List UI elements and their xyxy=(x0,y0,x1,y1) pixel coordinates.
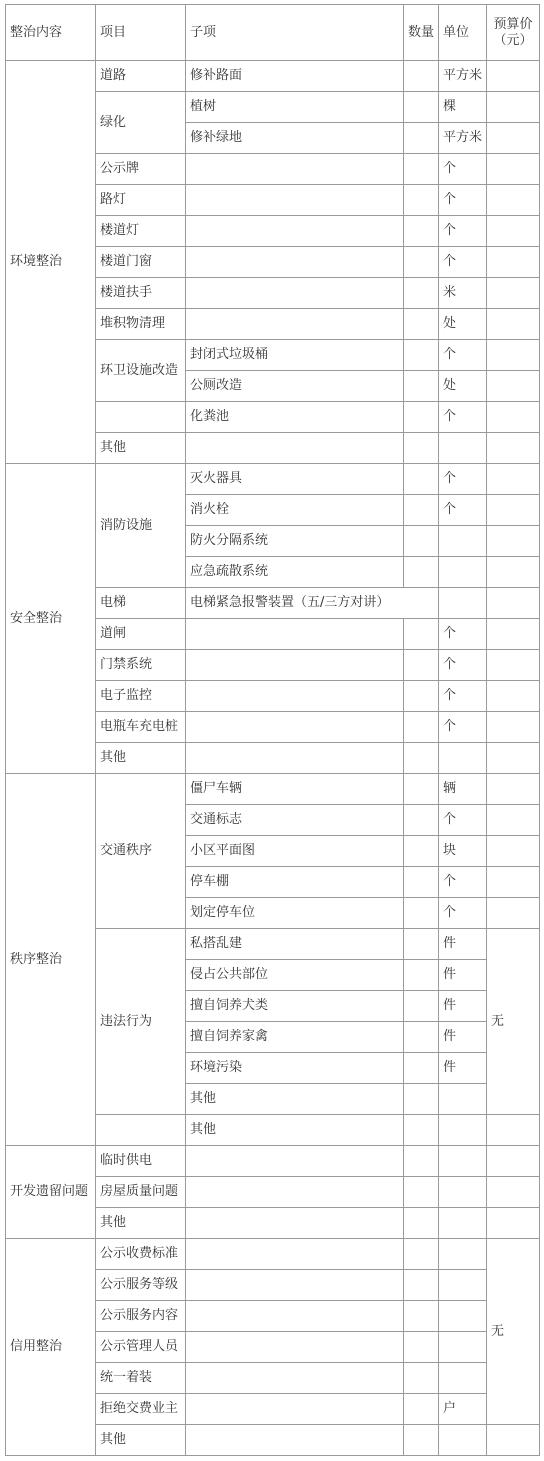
qty-cell xyxy=(404,557,439,588)
subitem-cell: 环境污染 xyxy=(186,1053,404,1084)
subitem-cell xyxy=(186,1394,404,1425)
subitem-cell: 应急疏散系统 xyxy=(186,557,404,588)
unit-cell xyxy=(439,557,487,588)
item-cell: 公示管理人员 xyxy=(96,1332,186,1363)
qty-cell xyxy=(404,1177,439,1208)
price-cell xyxy=(487,495,540,526)
subitem-cell: 擅自饲养犬类 xyxy=(186,991,404,1022)
unit-cell xyxy=(439,1270,487,1301)
subitem-cell xyxy=(186,1425,404,1456)
qty-cell xyxy=(404,1301,439,1332)
item-cell: 公示服务内容 xyxy=(96,1301,186,1332)
price-cell xyxy=(487,681,540,712)
price-cell xyxy=(487,1208,540,1239)
item-cell: 路灯 xyxy=(96,185,186,216)
section-name: 安全整治 xyxy=(6,464,96,774)
item-cell: 交通秩序 xyxy=(96,774,186,929)
qty-cell xyxy=(404,1239,439,1270)
qty-cell xyxy=(404,402,439,433)
price-cell xyxy=(487,464,540,495)
subitem-cell: 公厕改造 xyxy=(186,371,404,402)
item-cell: 电梯 xyxy=(96,588,186,619)
subitem-cell: 其他 xyxy=(186,1084,404,1115)
unit-cell xyxy=(439,1177,487,1208)
section-name: 秩序整治 xyxy=(6,774,96,1146)
price-cell xyxy=(487,433,540,464)
subitem-cell: 其他 xyxy=(186,1115,404,1146)
price-cell xyxy=(487,1146,540,1177)
item-cell: 公示牌 xyxy=(96,154,186,185)
header-qty: 数量 xyxy=(404,5,439,61)
price-cell xyxy=(487,1425,540,1456)
qty-cell xyxy=(404,960,439,991)
subitem-cell xyxy=(186,216,404,247)
subitem-cell: 修补路面 xyxy=(186,61,404,92)
unit-cell xyxy=(439,1332,487,1363)
unit-cell: 个 xyxy=(439,898,487,929)
price-note: 无 xyxy=(487,1239,540,1425)
item-cell: 违法行为 xyxy=(96,929,186,1115)
subitem-cell: 僵尸车辆 xyxy=(186,774,404,805)
subitem-cell xyxy=(186,1208,404,1239)
header-row xyxy=(6,5,540,61)
price-cell xyxy=(487,247,540,278)
qty-cell xyxy=(404,1115,439,1146)
subitem-cell: 消火栓 xyxy=(186,495,404,526)
subitem-cell xyxy=(186,743,404,774)
header-subitem: 子项 xyxy=(186,5,404,61)
section-name: 环境整治 xyxy=(6,61,96,464)
qty-cell xyxy=(404,1425,439,1456)
item-cell: 堆积物清理 xyxy=(96,309,186,340)
subitem-cell xyxy=(186,681,404,712)
qty-cell xyxy=(404,278,439,309)
unit-cell: 个 xyxy=(439,464,487,495)
qty-cell xyxy=(404,309,439,340)
unit-cell: 平方米 xyxy=(439,61,487,92)
header-price xyxy=(487,5,540,61)
qty-cell xyxy=(404,650,439,681)
unit-cell: 件 xyxy=(439,991,487,1022)
qty-cell xyxy=(404,1053,439,1084)
unit-cell: 个 xyxy=(439,867,487,898)
unit-cell: 件 xyxy=(439,929,487,960)
qty-cell xyxy=(404,526,439,557)
unit-cell: 个 xyxy=(439,185,487,216)
unit-cell xyxy=(439,743,487,774)
unit-cell xyxy=(439,1239,487,1270)
unit-cell: 个 xyxy=(439,495,487,526)
unit-cell: 个 xyxy=(439,402,487,433)
qty-cell xyxy=(404,867,439,898)
subitem-cell: 电梯紧急报警装置（五/三方对讲） xyxy=(186,588,439,619)
subitem-cell: 灭火器具 xyxy=(186,464,404,495)
unit-cell xyxy=(439,588,487,619)
price-cell xyxy=(487,402,540,433)
price-cell xyxy=(487,185,540,216)
price-cell xyxy=(487,743,540,774)
subitem-cell xyxy=(186,154,404,185)
item-cell: 楼道扶手 xyxy=(96,278,186,309)
unit-cell xyxy=(439,1084,487,1115)
unit-cell: 处 xyxy=(439,371,487,402)
unit-cell: 件 xyxy=(439,960,487,991)
item-cell: 其他 xyxy=(96,1208,186,1239)
item-cell xyxy=(96,402,186,433)
unit-cell: 个 xyxy=(439,216,487,247)
unit-cell: 辆 xyxy=(439,774,487,805)
subitem-cell xyxy=(186,712,404,743)
unit-cell: 个 xyxy=(439,619,487,650)
price-cell xyxy=(487,898,540,929)
qty-cell xyxy=(404,185,439,216)
unit-cell xyxy=(439,1146,487,1177)
subitem-cell: 交通标志 xyxy=(186,805,404,836)
table-row xyxy=(6,61,540,92)
qty-cell xyxy=(404,712,439,743)
subitem-cell: 植树 xyxy=(186,92,404,123)
subitem-cell: 停车棚 xyxy=(186,867,404,898)
qty-cell xyxy=(404,1208,439,1239)
unit-cell: 棵 xyxy=(439,92,487,123)
subitem-cell xyxy=(186,650,404,681)
subitem-cell xyxy=(186,1146,404,1177)
subitem-cell: 修补绿地 xyxy=(186,123,404,154)
item-cell: 楼道门窗 xyxy=(96,247,186,278)
table-row xyxy=(6,464,540,495)
unit-cell: 个 xyxy=(439,247,487,278)
qty-cell xyxy=(404,340,439,371)
qty-cell xyxy=(404,1332,439,1363)
item-cell: 其他 xyxy=(96,743,186,774)
subitem-cell xyxy=(186,433,404,464)
unit-cell: 块 xyxy=(439,836,487,867)
item-cell: 其他 xyxy=(96,433,186,464)
price-cell xyxy=(487,557,540,588)
price-cell xyxy=(487,774,540,805)
price-cell xyxy=(487,340,540,371)
qty-cell xyxy=(404,1022,439,1053)
subitem-cell xyxy=(186,309,404,340)
qty-cell xyxy=(404,898,439,929)
subitem-cell: 侵占公共部位 xyxy=(186,960,404,991)
unit-cell: 米 xyxy=(439,278,487,309)
item-cell: 电子监控 xyxy=(96,681,186,712)
price-cell xyxy=(487,836,540,867)
price-cell xyxy=(487,712,540,743)
header-item: 项目 xyxy=(96,5,186,61)
price-cell xyxy=(487,309,540,340)
qty-cell xyxy=(404,774,439,805)
qty-cell xyxy=(404,464,439,495)
price-cell xyxy=(487,278,540,309)
unit-cell xyxy=(439,433,487,464)
qty-cell xyxy=(404,619,439,650)
header-price-line1: 预算价 xyxy=(493,16,533,32)
qty-cell xyxy=(404,216,439,247)
item-cell: 道闸 xyxy=(96,619,186,650)
subitem-cell: 封闭式垃圾桶 xyxy=(186,340,404,371)
unit-cell xyxy=(439,1301,487,1332)
price-cell xyxy=(487,1177,540,1208)
item-cell: 拒绝交费业主 xyxy=(96,1394,186,1425)
qty-cell xyxy=(404,1084,439,1115)
qty-cell xyxy=(404,247,439,278)
subitem-cell: 小区平面图 xyxy=(186,836,404,867)
unit-cell xyxy=(439,1208,487,1239)
header-content: 整治内容 xyxy=(6,5,96,61)
qty-cell xyxy=(404,991,439,1022)
subitem-cell xyxy=(186,1363,404,1394)
price-cell xyxy=(487,216,540,247)
subitem-cell xyxy=(186,278,404,309)
price-cell xyxy=(487,867,540,898)
item-cell: 消防设施 xyxy=(96,464,186,588)
subitem-cell xyxy=(186,1177,404,1208)
subitem-cell xyxy=(186,1301,404,1332)
subitem-cell: 擅自饲养家禽 xyxy=(186,1022,404,1053)
item-cell: 门禁系统 xyxy=(96,650,186,681)
qty-cell xyxy=(404,371,439,402)
item-cell: 其他 xyxy=(96,1425,186,1456)
unit-cell xyxy=(439,1425,487,1456)
unit-cell: 户 xyxy=(439,1394,487,1425)
price-cell xyxy=(487,1115,540,1146)
price-cell xyxy=(487,526,540,557)
subitem-cell xyxy=(186,619,404,650)
qty-cell xyxy=(404,61,439,92)
item-cell xyxy=(96,1115,186,1146)
item-cell: 环卫设施改造 xyxy=(96,340,186,402)
table-row xyxy=(6,1146,540,1177)
section-name: 信用整治 xyxy=(6,1239,96,1456)
item-cell: 楼道灯 xyxy=(96,216,186,247)
qty-cell xyxy=(404,1270,439,1301)
item-cell: 道路 xyxy=(96,61,186,92)
item-cell: 临时供电 xyxy=(96,1146,186,1177)
price-note: 无 xyxy=(487,929,540,1115)
unit-cell: 个 xyxy=(439,340,487,371)
table-row xyxy=(6,1239,540,1270)
unit-cell: 件 xyxy=(439,1053,487,1084)
subitem-cell: 划定停车位 xyxy=(186,898,404,929)
price-cell xyxy=(487,154,540,185)
item-cell: 电瓶车充电桩 xyxy=(96,712,186,743)
unit-cell: 个 xyxy=(439,805,487,836)
qty-cell xyxy=(404,123,439,154)
qty-cell xyxy=(404,1394,439,1425)
qty-cell xyxy=(404,929,439,960)
unit-cell xyxy=(439,1115,487,1146)
subitem-cell: 防火分隔系统 xyxy=(186,526,404,557)
price-cell xyxy=(487,123,540,154)
price-cell xyxy=(487,371,540,402)
qty-cell xyxy=(404,1146,439,1177)
header-unit: 单位 xyxy=(439,5,487,61)
unit-cell: 平方米 xyxy=(439,123,487,154)
subitem-cell xyxy=(186,247,404,278)
qty-cell xyxy=(404,805,439,836)
subitem-cell: 私搭乱建 xyxy=(186,929,404,960)
table-row xyxy=(6,774,540,805)
unit-cell: 个 xyxy=(439,712,487,743)
price-cell xyxy=(487,619,540,650)
subitem-cell xyxy=(186,1270,404,1301)
unit-cell: 个 xyxy=(439,681,487,712)
qty-cell xyxy=(404,743,439,774)
unit-cell: 件 xyxy=(439,1022,487,1053)
renovation-budget-table xyxy=(5,4,540,1456)
subitem-cell xyxy=(186,185,404,216)
subitem-cell xyxy=(186,1332,404,1363)
item-cell: 统一着装 xyxy=(96,1363,186,1394)
unit-cell: 个 xyxy=(439,650,487,681)
price-cell xyxy=(487,805,540,836)
price-cell xyxy=(487,61,540,92)
qty-cell xyxy=(404,1363,439,1394)
section-name: 开发遗留问题 xyxy=(6,1146,96,1239)
qty-cell xyxy=(404,495,439,526)
qty-cell xyxy=(404,154,439,185)
unit-cell: 个 xyxy=(439,154,487,185)
qty-cell xyxy=(404,681,439,712)
subitem-cell: 化粪池 xyxy=(186,402,404,433)
item-cell: 绿化 xyxy=(96,92,186,154)
unit-cell xyxy=(439,1363,487,1394)
price-cell xyxy=(487,588,540,619)
price-cell xyxy=(487,650,540,681)
price-cell xyxy=(487,92,540,123)
qty-cell xyxy=(404,92,439,123)
unit-cell xyxy=(439,526,487,557)
item-cell: 房屋质量问题 xyxy=(96,1177,186,1208)
qty-cell xyxy=(404,836,439,867)
item-cell: 公示服务等级 xyxy=(96,1270,186,1301)
qty-cell xyxy=(404,433,439,464)
unit-cell: 处 xyxy=(439,309,487,340)
header-price-line2: （元） xyxy=(493,32,533,48)
item-cell: 公示收费标准 xyxy=(96,1239,186,1270)
subitem-cell xyxy=(186,1239,404,1270)
